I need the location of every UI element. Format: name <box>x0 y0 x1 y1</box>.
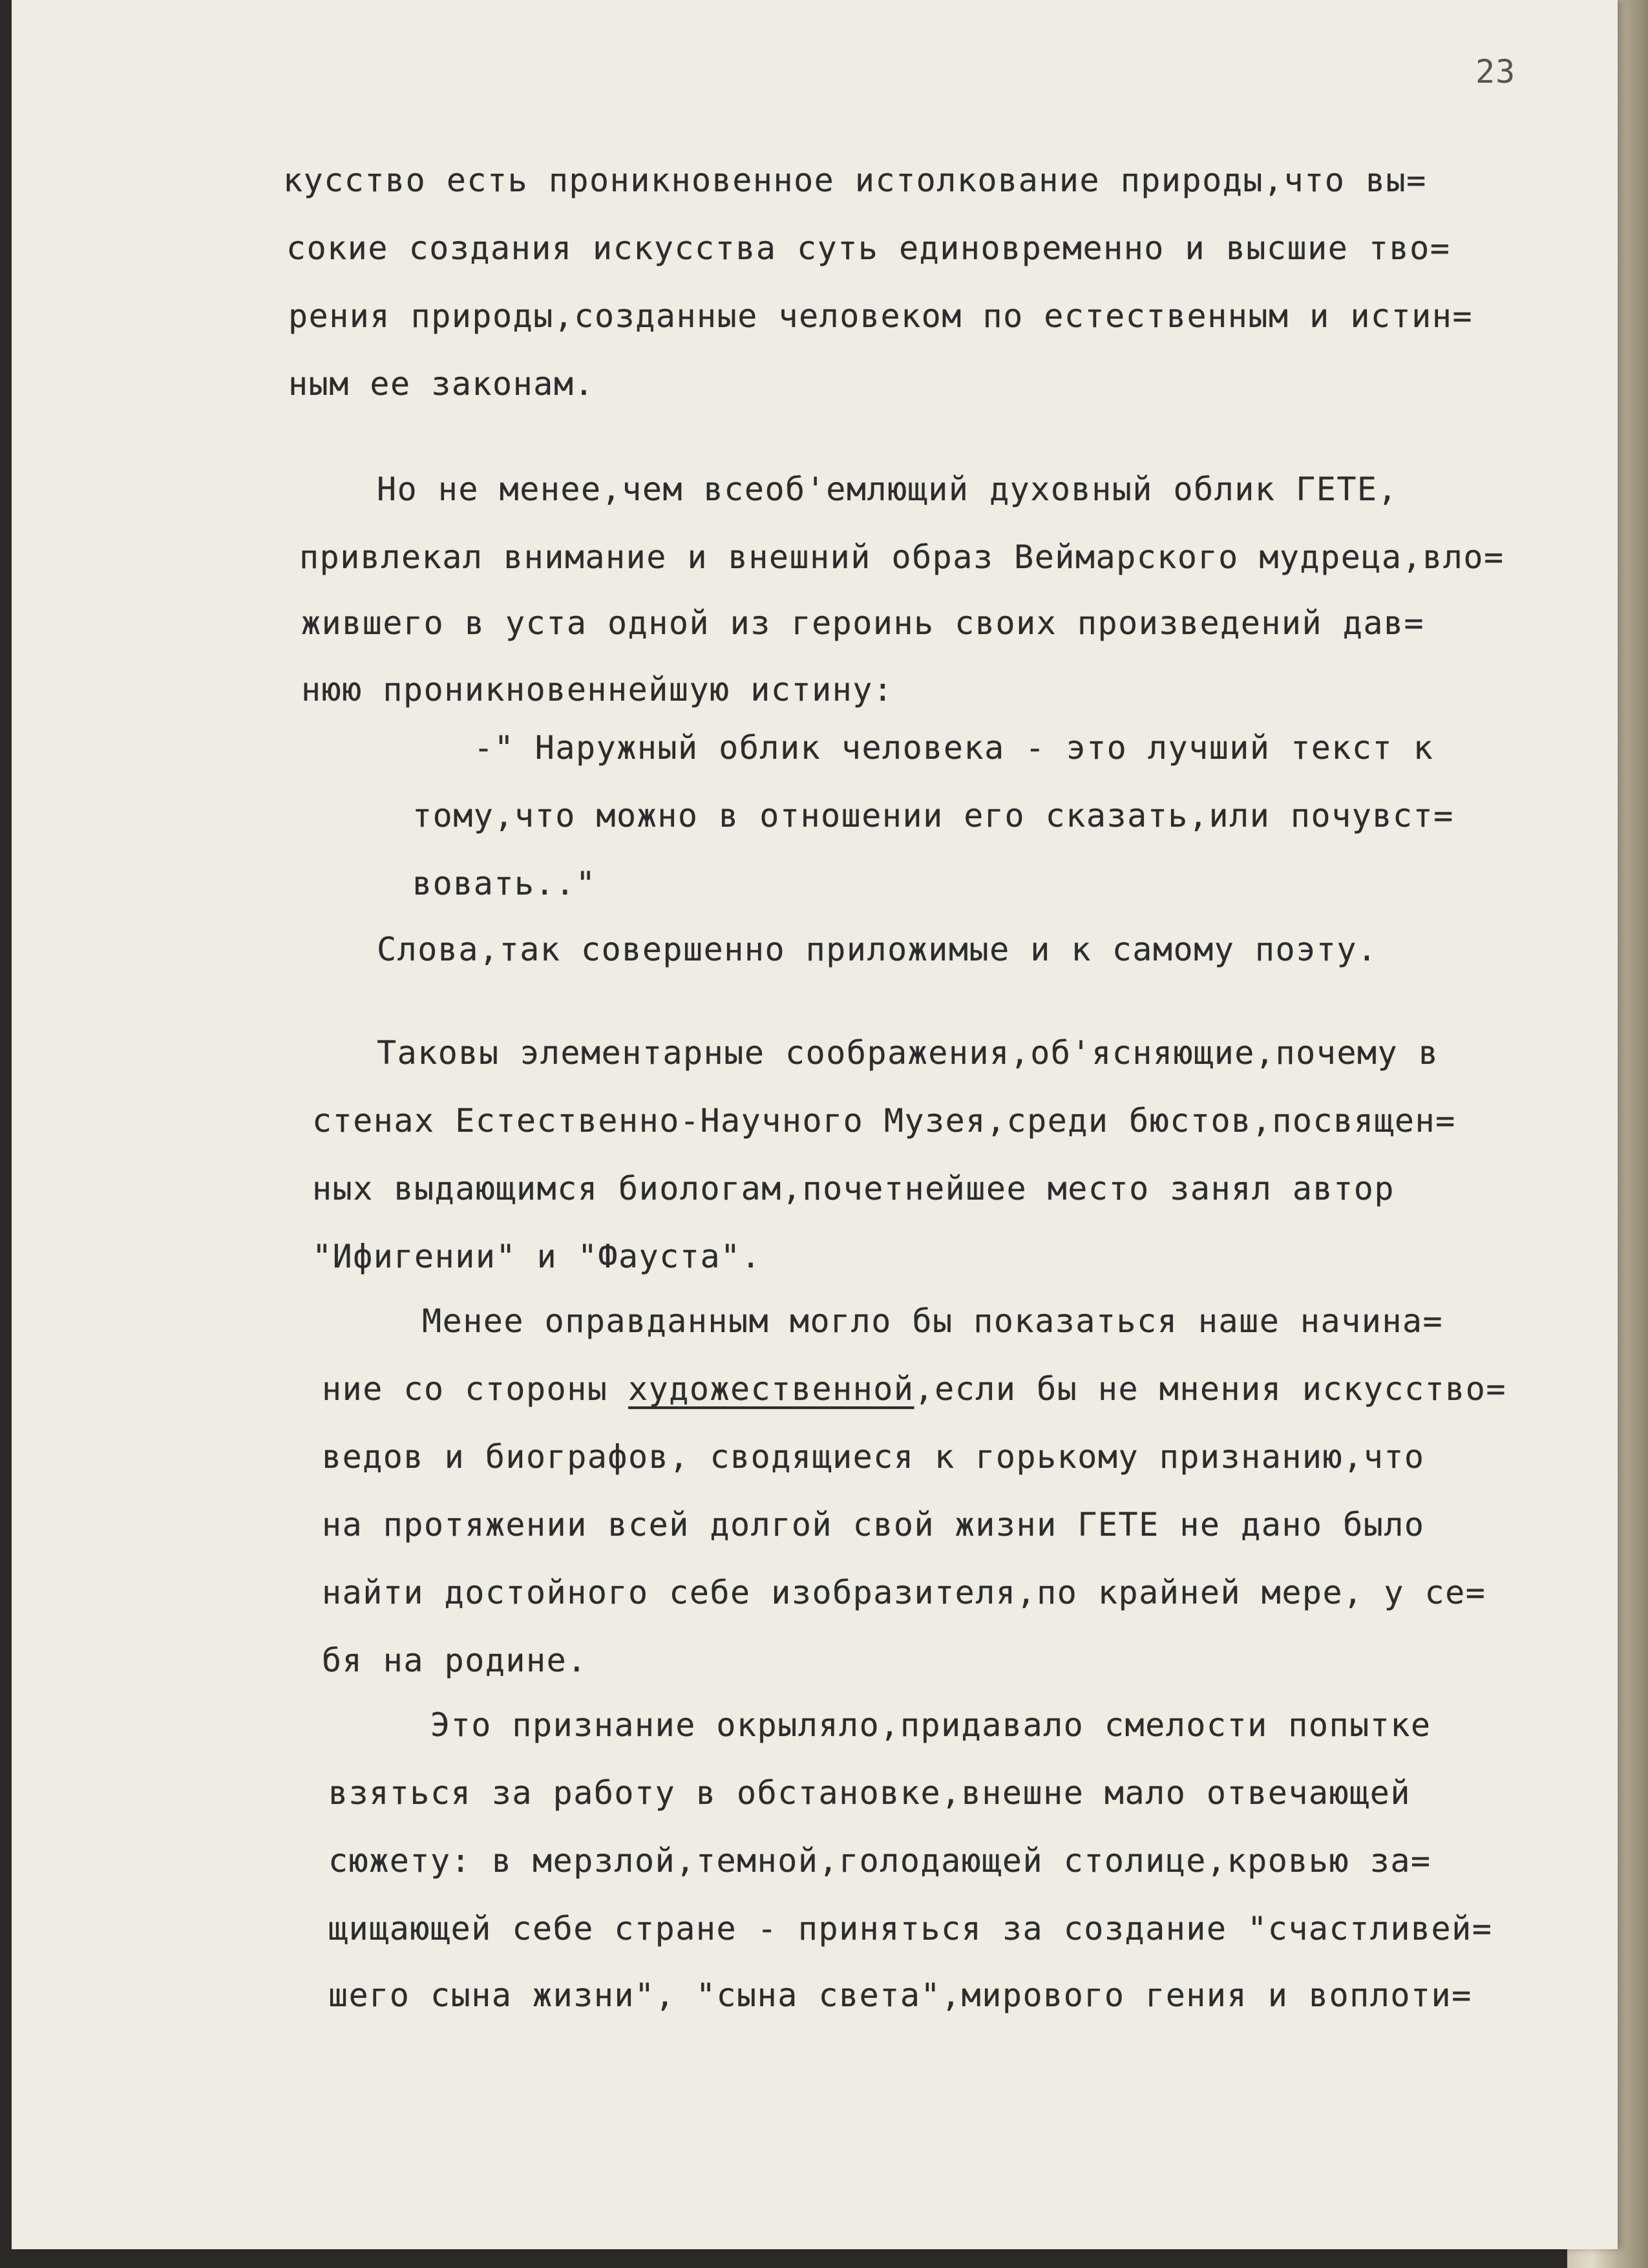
text-line: ведов и биографов, сводящиеся к горькому признанию,что <box>322 1438 1425 1476</box>
page-number: 23 <box>1475 53 1516 90</box>
text-line: вовать.." <box>412 865 597 902</box>
text-line: "Ифигении" и "Фауста". <box>312 1238 762 1275</box>
text-line: жившего в уста одной из героинь своих произведений дав= <box>301 604 1425 642</box>
typewritten-text <box>12 0 1618 2249</box>
text-line: бя на родине. <box>322 1642 587 1679</box>
text-line: щищающей себе стране - приняться за создание "счастливей= <box>328 1910 1493 1947</box>
text-fragment: ,если бы не мнения искусство= <box>914 1370 1506 1408</box>
text-line: сокие создания искусства суть единовременно и высшие тво= <box>286 229 1451 267</box>
text-line: рения природы,созданные человеком по естественным и истин= <box>288 297 1473 335</box>
text-line: сюжету: в мерзлой,темной,голодающей столице,кровью за= <box>328 1842 1431 1880</box>
text-line: стенах Естественно-Научного Музея,среди бюстов,посвящен= <box>312 1102 1456 1139</box>
text-line: ных выдающимся биологам,почетнейшее место занял автор <box>312 1170 1395 1207</box>
text-line: -" Наружный облик человека - это лучший текст к <box>474 729 1434 767</box>
text-line: кусство есть проникновенное истолкование природы,что вы= <box>283 162 1427 199</box>
underlined-word: художественной <box>628 1370 914 1408</box>
text-line: Но не менее,чем всеоб'емлющий духовный облик ГЕТЕ, <box>377 471 1399 508</box>
text-line: найти достойного себе изобразителя,по крайней мере, у се= <box>322 1574 1486 1611</box>
text-line: тому,что можно в отношении его сказать,или почувст= <box>412 797 1454 834</box>
text-line: Слова,так совершенно приложимые и к самому поэту. <box>377 931 1378 968</box>
document-page <box>12 0 1618 2249</box>
text-line: Это признание окрыляло,придавало смелости попытке <box>430 1706 1431 1744</box>
text-line: взяться за работу в обстановке,внешне мало отвечающей <box>328 1774 1411 1812</box>
text-line: Менее оправданным могло бы показаться наше начина= <box>422 1302 1444 1340</box>
text-line-with-underline <box>322 1370 1506 1408</box>
text-line: Таковы элементарные соображения,об'ясняющие,почему в <box>377 1034 1439 1072</box>
text-fragment: ние со стороны <box>322 1370 629 1408</box>
text-line: нюю проникновеннейшую истину: <box>301 671 894 708</box>
text-line: ным ее законам. <box>288 365 595 403</box>
text-line: привлекал внимание и внешний образ Веймарского мудреца,вло= <box>299 538 1505 576</box>
text-line: на протяжении всей долгой свой жизни ГЕТЕ не дано было <box>322 1506 1425 1543</box>
text-line: шего сына жизни", "сына света",мирового гения и воплоти= <box>328 1977 1472 2014</box>
